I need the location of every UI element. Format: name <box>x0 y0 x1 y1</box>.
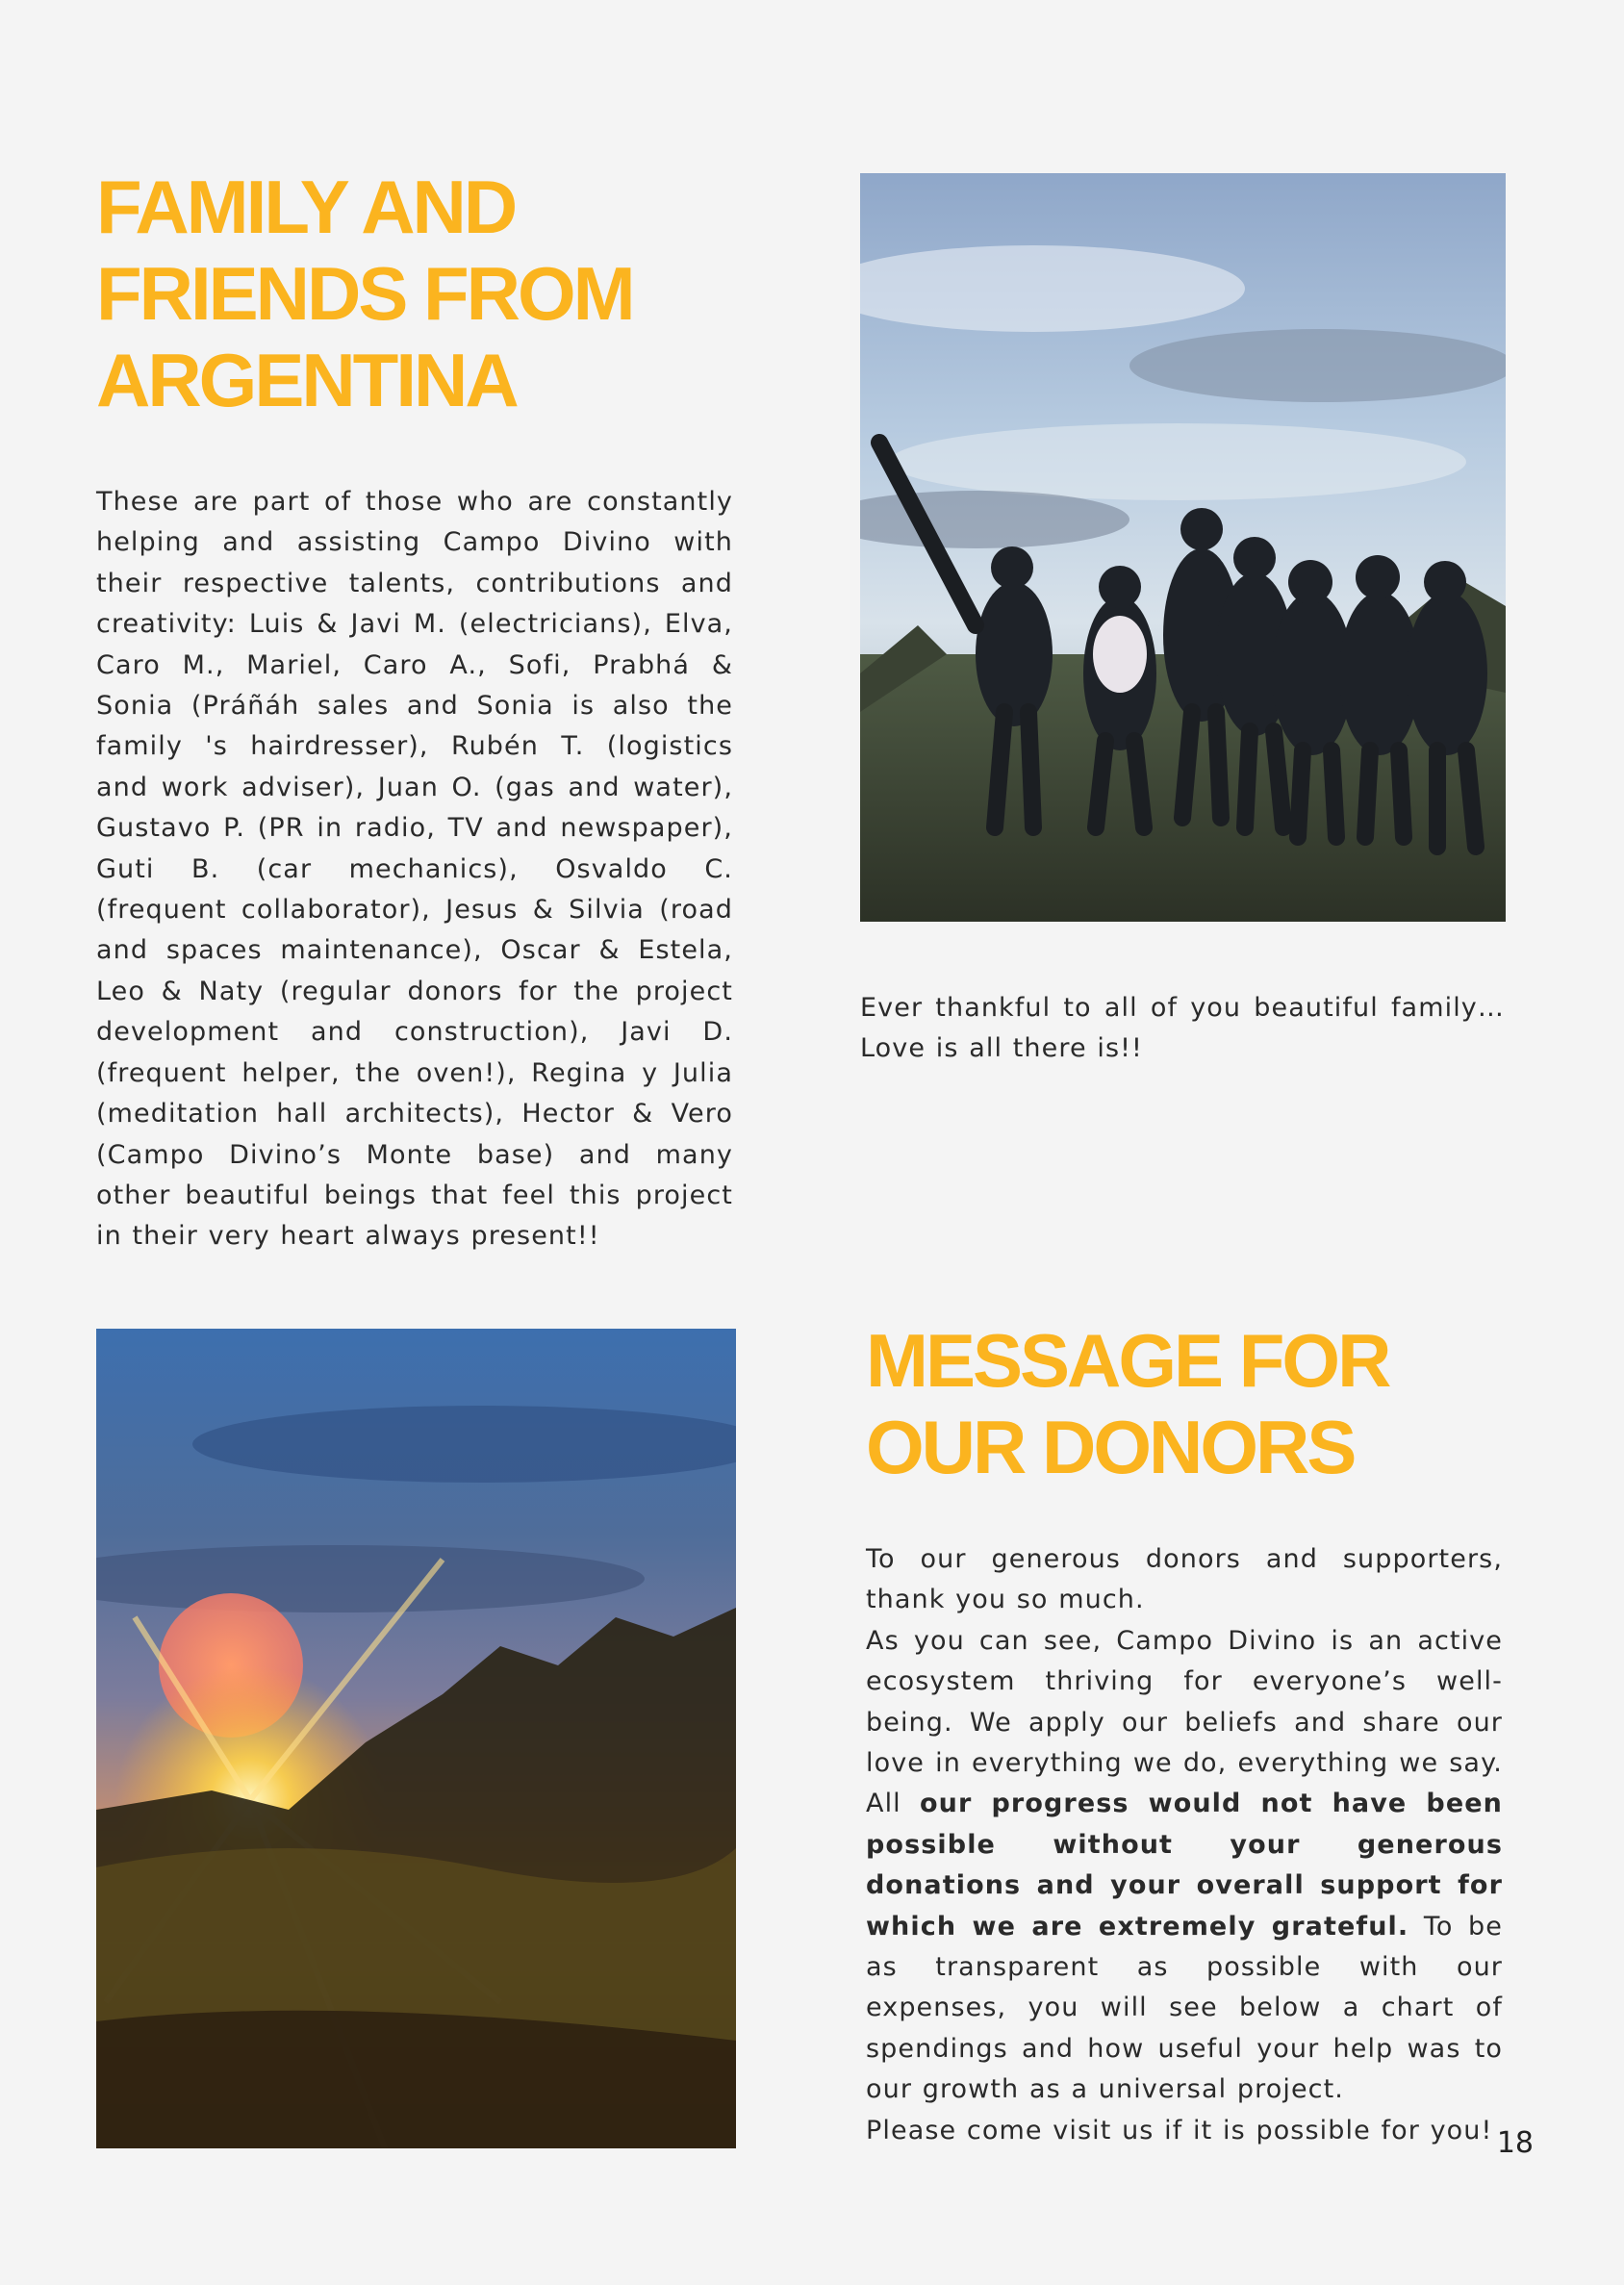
title-line: FRIENDS FROM <box>96 251 633 336</box>
donors-body-end: To be as transparent as possible with our expenses, you will see below a chart of spendings and how useful your help was to our growth as a universal project. <box>866 1911 1503 2105</box>
group-photo-caption: Ever thankful to all of you beautiful family… Love is all there is!! <box>860 993 1505 1064</box>
donors-thanks: To our generous donors and supporters, thank you so much. <box>866 1544 1503 1615</box>
section-title-family-friends <box>96 164 633 423</box>
title-line: FAMILY AND <box>96 165 516 249</box>
donors-invitation: Please come visit us if it is possible for you! <box>866 2115 1493 2145</box>
donors-body <box>866 1621 1503 2111</box>
page-number: 18 <box>1496 2126 1534 2160</box>
donors-body-bold: our progress would not have been possible without your generous donations and your overall support for which we are extremely grateful. <box>866 1789 1503 1942</box>
title-line: OUR DONORS <box>866 1405 1355 1489</box>
donors-body-start: As you can see, Campo Divino is an active ecosystem thriving for everyone’s well-being. We apply our beliefs and share our love in everything we do, everything we say. All <box>866 1625 1503 1819</box>
title-line: MESSAGE FOR <box>866 1318 1389 1403</box>
donors-message <box>866 1539 1503 2151</box>
section-title-message-donors <box>866 1317 1388 1490</box>
family-friends-paragraph: These are part of those who are constantly helping and assisting Campo Divino with their respective talents, contributions and creativity: Luis & Javi M. (electricians), Elva, Caro M., Mariel, Caro A., Sofi, Prabhá & Sonia (Práñáh sales and Sonia is also the family 's hairdresser), Rubén T. (logistics and work adviser), Juan O. (gas and water), Gustavo P. (PR in radio, TV and newspaper), Guti B. (car mechanics), Osvaldo C. (frequent collaborator), Jesus & Silvia (road and spaces maintenance), Oscar & Estela, Leo & Naty (regular donors for the project development and construction), Javi D. (frequent helper, the oven!), Regina y Julia (meditation hall architects), Hector & Vero (Campo Divino’s Monte base) and many other beautiful beings that feel this project in their very heart always present!! <box>96 487 733 1252</box>
title-line: ARGENTINA <box>96 338 517 422</box>
sunset-photo <box>96 1329 736 2148</box>
group-photo <box>860 173 1506 922</box>
